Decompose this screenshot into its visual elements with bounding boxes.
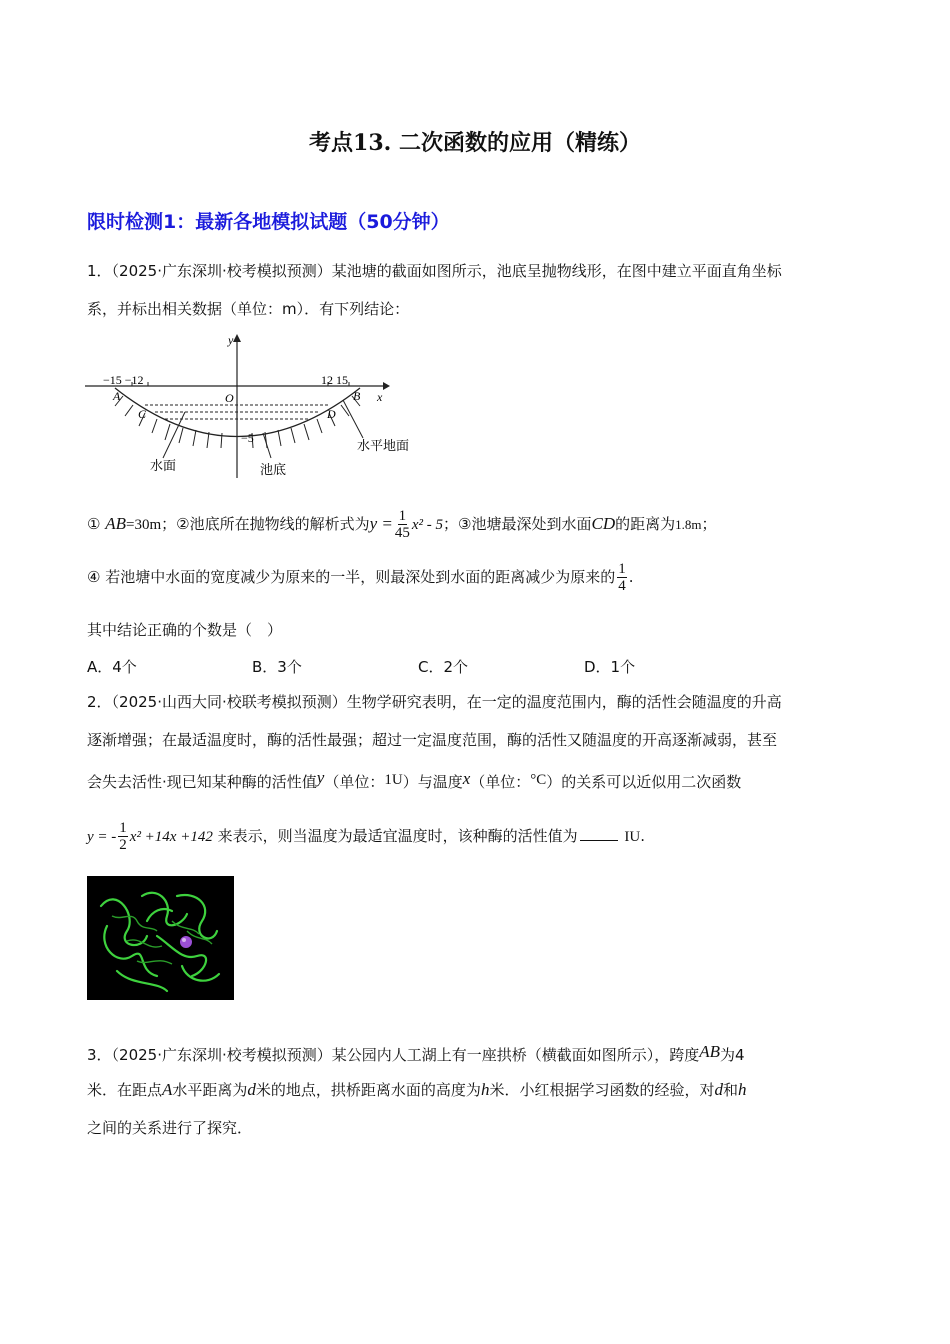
origin-label: O <box>225 391 234 405</box>
var-h: h <box>480 1080 490 1099</box>
section-heading: 限时检测1：最新各地模拟试题（50分钟） <box>87 211 450 233</box>
water-label: 水面 <box>150 459 177 474</box>
stmt2-y: y = <box>369 514 393 533</box>
stmt2-rest: x² - 5 <box>411 517 444 533</box>
stmt2-text: ；②池底所在抛物线的解析式为 <box>161 515 370 533</box>
stmt3-text2: 的距离为 <box>615 515 676 533</box>
tick-right-label: 12 15 <box>321 373 348 387</box>
point-b-label: B <box>353 389 361 403</box>
q1-option-c[interactable]: C．2个 <box>418 658 469 676</box>
stmt1-ab: AB <box>105 514 127 533</box>
var-d: d <box>247 1080 256 1099</box>
unit-celsius: °C <box>530 772 547 788</box>
q1-question: 其中结论正确的个数是（ ） <box>87 621 283 639</box>
point-a: A <box>162 1080 173 1099</box>
stmt1-value: =30m <box>126 517 162 533</box>
q1-statement-4: ④ 若池塘中水面的宽度减少为原来的一半，则最深处到水面的距离减少为原来的 $\frac{1}{4}$ . <box>87 561 634 594</box>
tick-left-label: −15 −12 <box>103 373 144 387</box>
stmt3-text: ；③池塘最深处到水面 <box>443 515 592 533</box>
formula-rhs: x² +14x +142 <box>129 829 213 845</box>
point-d-label: D <box>327 407 336 421</box>
depth-label: −5 <box>241 431 254 445</box>
pond-figure <box>85 330 425 480</box>
stmt4-fraction: $\frac{1}{4}$ <box>618 561 626 594</box>
stmt3-value: 1.8m <box>675 517 702 532</box>
unit-iu: 1U <box>384 772 403 788</box>
stmt3-cd: CD <box>591 514 616 533</box>
q2-line4: 来表示，则当温度为最适宜温度时，该种酶的活性值为 <box>217 827 578 845</box>
stmt4-text: ④ 若池塘中水面的宽度减少为原来的一半，则最深处到水面的距离减少为原来的 <box>87 568 616 586</box>
point-c-label: C <box>138 407 147 421</box>
bottom-label: 池底 <box>260 463 287 478</box>
q3-line1: 3．（2025·广东深圳·校考模拟预测）某公园内人工湖上有一座拱桥（横截面如图所示），跨度AB为4 <box>87 1042 745 1064</box>
stmt1-marker: ① <box>87 515 101 533</box>
x-axis-label: x <box>377 390 383 404</box>
var-x: x <box>462 769 471 788</box>
stmt2-fraction: $\frac{1}{45}$ <box>394 508 410 541</box>
q2-line1: 2．（2025·山西大同·校联考模拟预测）生物学研究表明，在一定的温度范围内，酶的活性会随温度的升高 <box>87 693 782 711</box>
q2-line2: 逐渐增强；在最适温度时，酶的活性最强；超过一定温度范围，酶的活性又随温度的开高逐渐减弱，甚至 <box>87 731 778 749</box>
q1-statements-123: ① AB=30m；②池底所在抛物线的解析式为y = $\frac{1}{45}$ x² - 5；③池塘最深处到水面CD的距离为1.8m； <box>87 508 717 541</box>
q1-option-d[interactable]: D．1个 <box>584 658 636 676</box>
q3-line2: 米．在距点A水平距离为d米的地点，拱桥距离水面的高度为h米．小红根据学习函数的经验，对d和h <box>87 1080 747 1099</box>
var-y: y <box>316 768 325 787</box>
page-title: 考点13. 二次函数的应用（精练） <box>309 130 641 156</box>
enzyme-structure-image <box>87 876 234 1000</box>
q1-line2: 系，并标出相关数据（单位：m）．有下列结论： <box>87 300 410 318</box>
formula-fraction: $\frac{1}{2}$ <box>119 820 127 853</box>
formula-lhs: y = - <box>87 829 117 845</box>
q3-line3: 之间的关系进行了探究． <box>87 1119 253 1137</box>
q1-option-b[interactable]: B．3个 <box>252 658 302 676</box>
y-axis-label: y <box>228 333 234 347</box>
answer-unit: IU <box>624 829 641 845</box>
answer-blank[interactable] <box>580 826 618 841</box>
point-a-label: A <box>113 389 121 403</box>
q2-line3: 会失去活性·现已知某种酶的活性值y（单位：1U）与温度x（单位：°C）的关系可以近似用二次函数 <box>87 768 742 791</box>
span-ab: AB <box>699 1042 721 1061</box>
ground-label: 水平地面 <box>357 439 410 454</box>
q2-formula-line: y = - $\frac{1}{2}$ x² +14x +142 来表示，则当温度为最适宜温度时，该种酶的活性值为 IU. <box>87 820 646 853</box>
q1-line1: 1．（2025·广东深圳·校考模拟预测）某池塘的截面如图所示，池底呈抛物线形，在图中建立平面直角坐标 <box>87 262 782 280</box>
q1-option-a[interactable]: A．4个 <box>87 658 137 676</box>
